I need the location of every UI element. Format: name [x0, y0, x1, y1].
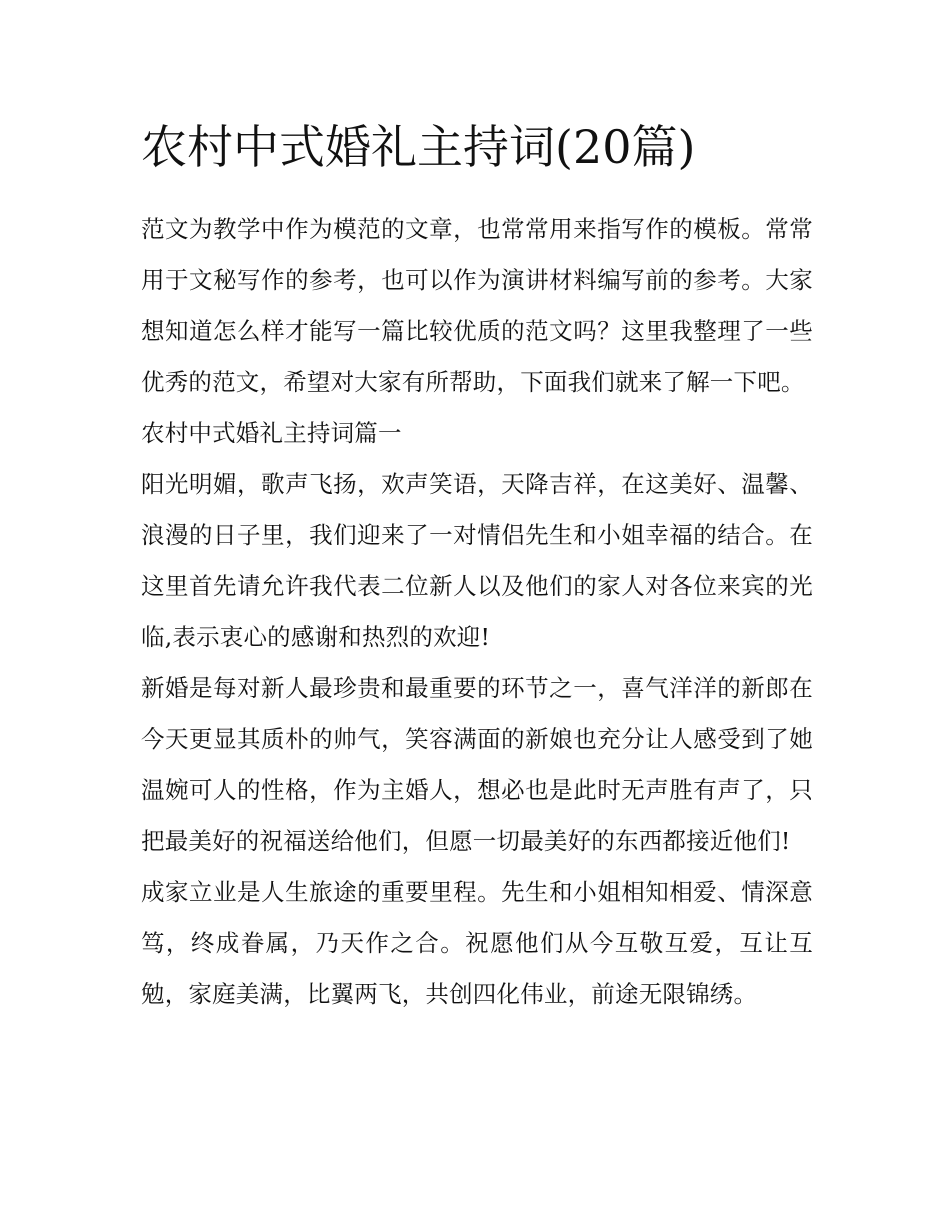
document-title: 农村中式婚礼主持词(20篇)	[141, 120, 696, 174]
body-paragraph: 新婚是每对新人最珍贵和最重要的环节之一，喜气洋洋的新郎在今天更显其质朴的帅气，笑容满面的新娘也充分让人感受到了她温婉可人的性格，作为主婚人，想必也是此时无声胜有声了，只把最美好的祝福送给他们，但愿一切最美好的东西都接近他们!	[141, 674, 813, 855]
intro-paragraph: 范文为教学中作为模范的文章，也常常用来指写作的模板。常常用于文秘写作的参考，也可以作为演讲材料编写前的参考。大家想知道怎么样才能写一篇比较优质的范文吗？这里我整理了一些优秀的范文，希望对大家有所帮助，下面我们就来了解一下吧。	[141, 215, 813, 396]
body-paragraph: 阳光明媚，歌声飞扬，欢声笑语，天降吉祥，在这美好、温馨、浪漫的日子里，我们迎来了一对情侣先生和小姐幸福的结合。在这里首先请允许我代表二位新人以及他们的家人对各位来宾的光临,表示衷心的感谢和热烈的欢迎!	[141, 470, 813, 651]
body-paragraph: 成家立业是人生旅途的重要里程。先生和小姐相知相爱、情深意笃，终成眷属，乃天作之合。祝愿他们从今互敬互爱，互让互勉，家庭美满，比翼两飞，共创四化伟业，前途无限锦绣。	[141, 878, 813, 1008]
section-heading: 农村中式婚礼主持词篇一	[141, 419, 402, 447]
document-body	[141, 112, 813, 1020]
